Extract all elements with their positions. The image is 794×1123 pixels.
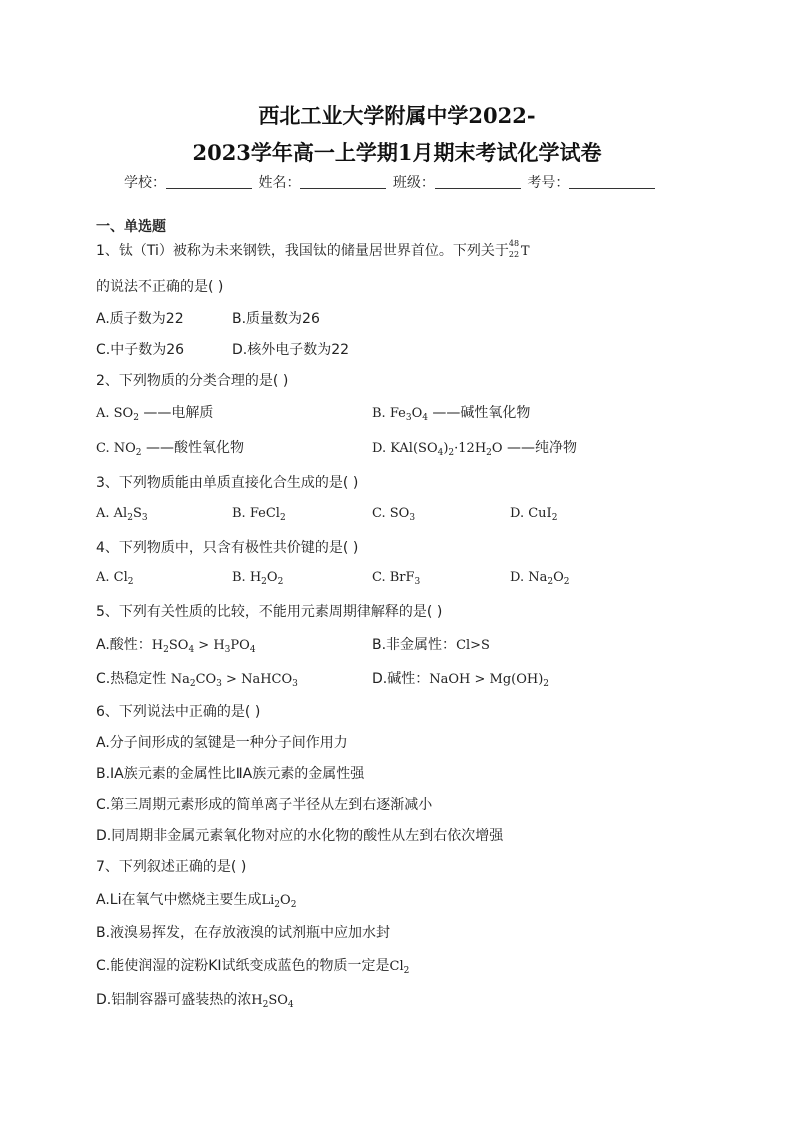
question-4-option-c[interactable]: C. BrF$_3$ — [372, 570, 421, 587]
exam-number-label: 考号： — [527, 175, 570, 191]
mass-number: 48 — [508, 239, 520, 248]
question-2-option-a[interactable]: A. $SO_2$ ——电解质 — [96, 405, 214, 423]
exam-number-blank[interactable] — [569, 174, 655, 189]
question-5-option-a[interactable]: A.酸性：$H_2SO_4 > H_3PO_4$ — [96, 637, 256, 655]
question-3-option-c[interactable]: C. $SO_3$ — [372, 506, 416, 523]
question-3-stem: 3、下列物质能由单质直接化合生成的是( ) — [96, 475, 359, 491]
question-4-stem: 4、下列物质中，只含有极性共价键的是( ) — [96, 540, 359, 556]
question-5-stem: 5、下列有关性质的比较，不能用元素周期律解释的是( ) — [96, 604, 443, 620]
question-3-option-a[interactable]: A. $Al_2S_3$ — [96, 506, 148, 523]
class-label: 班级： — [392, 175, 435, 191]
question-3-option-b[interactable]: B. FeCl$_2$ — [232, 506, 286, 523]
question-7-option-a[interactable]: A.Li在氧气中燃烧主要生成$Li_2O_2$ — [96, 892, 297, 910]
student-info-line — [124, 172, 657, 192]
question-7-option-c[interactable]: C.能使润湿的淀粉KI试纸变成蓝色的物质一定是$Cl_2$ — [96, 958, 410, 976]
question-5-option-c[interactable]: C.热稳定性 $Na_2CO_3$ > NaHCO$_3$ — [96, 671, 298, 689]
exam-title-line2: 2023学年高一上学期1月期末考试化学试卷 — [192, 140, 602, 165]
question-2-option-d[interactable]: D. $KAl(SO_4)_2\cdot 12H_2O$ ——纯净物 — [372, 440, 578, 458]
school-blank[interactable] — [166, 174, 252, 189]
nuclide-symbol — [508, 239, 521, 259]
question-2-option-b[interactable]: B. $Fe_3O_4$ ——碱性氧化物 — [372, 405, 531, 423]
name-label: 姓名： — [258, 175, 301, 191]
question-6-option-b[interactable]: B.ⅠA族元素的金属性比ⅡA族元素的金属性强 — [96, 766, 365, 782]
question-1-stem — [96, 240, 530, 260]
question-4-option-b[interactable]: B. $H_2O_2$ — [232, 570, 284, 587]
exam-title-line1: 西北工业大学附属中学2022- — [258, 103, 536, 128]
element-symbol: T — [520, 244, 530, 259]
atomic-number: 22 — [508, 250, 520, 259]
question-6-option-c[interactable]: C.第三周期元素形成的简单离子半径从左到右逐渐减小 — [96, 797, 433, 813]
question-7-stem: 7、下列叙述正确的是( ) — [96, 859, 247, 875]
question-7-option-d[interactable]: D.铝制容器可盛装热的浓$H_2SO_4$ — [96, 992, 294, 1010]
name-blank[interactable] — [300, 174, 386, 189]
question-1-option-a[interactable]: A.质子数为22 — [96, 311, 184, 327]
question-1-option-d[interactable]: D.核外电子数为22 — [232, 342, 350, 358]
question-5-option-b[interactable]: B.非金属性：Cl>S — [372, 637, 490, 653]
school-label: 学校： — [124, 175, 166, 191]
question-5-option-d[interactable]: D.碱性：NaOH > $Mg(OH)_2$ — [372, 671, 550, 689]
question-1-text: 1、钛（Ti）被称为未来钢铁，我国钛的储量居世界首位。下列关于 — [96, 243, 509, 259]
question-4-option-a[interactable]: A. $Cl_2$ — [96, 570, 134, 587]
question-3-option-d[interactable]: D. CuI$_2$ — [510, 506, 558, 523]
question-6-stem: 6、下列说法中正确的是( ) — [96, 704, 261, 720]
question-1-option-b[interactable]: B.质量数为26 — [232, 311, 320, 327]
class-blank[interactable] — [435, 174, 521, 189]
question-6-option-d[interactable]: D.同周期非金属元素氧化物对应的水化物的酸性从左到右依次增强 — [96, 828, 504, 844]
question-6-option-a[interactable]: A.分子间形成的氢键是一种分子间作用力 — [96, 735, 348, 751]
question-1-stem-cont: 的说法不正确的是( ) — [96, 279, 224, 295]
section-heading: 一、单选题 — [96, 219, 166, 235]
question-1-option-c[interactable]: C.中子数为26 — [96, 342, 185, 358]
question-7-option-b[interactable]: B.液溴易挥发，在存放液溴的试剂瓶中应加水封 — [96, 925, 391, 941]
question-4-option-d[interactable]: D. $Na_2O_2$ — [510, 570, 570, 587]
question-2-stem: 2、下列物质的分类合理的是( ) — [96, 373, 289, 389]
question-2-option-c[interactable]: C. $NO_2$ ——酸性氧化物 — [96, 440, 244, 458]
